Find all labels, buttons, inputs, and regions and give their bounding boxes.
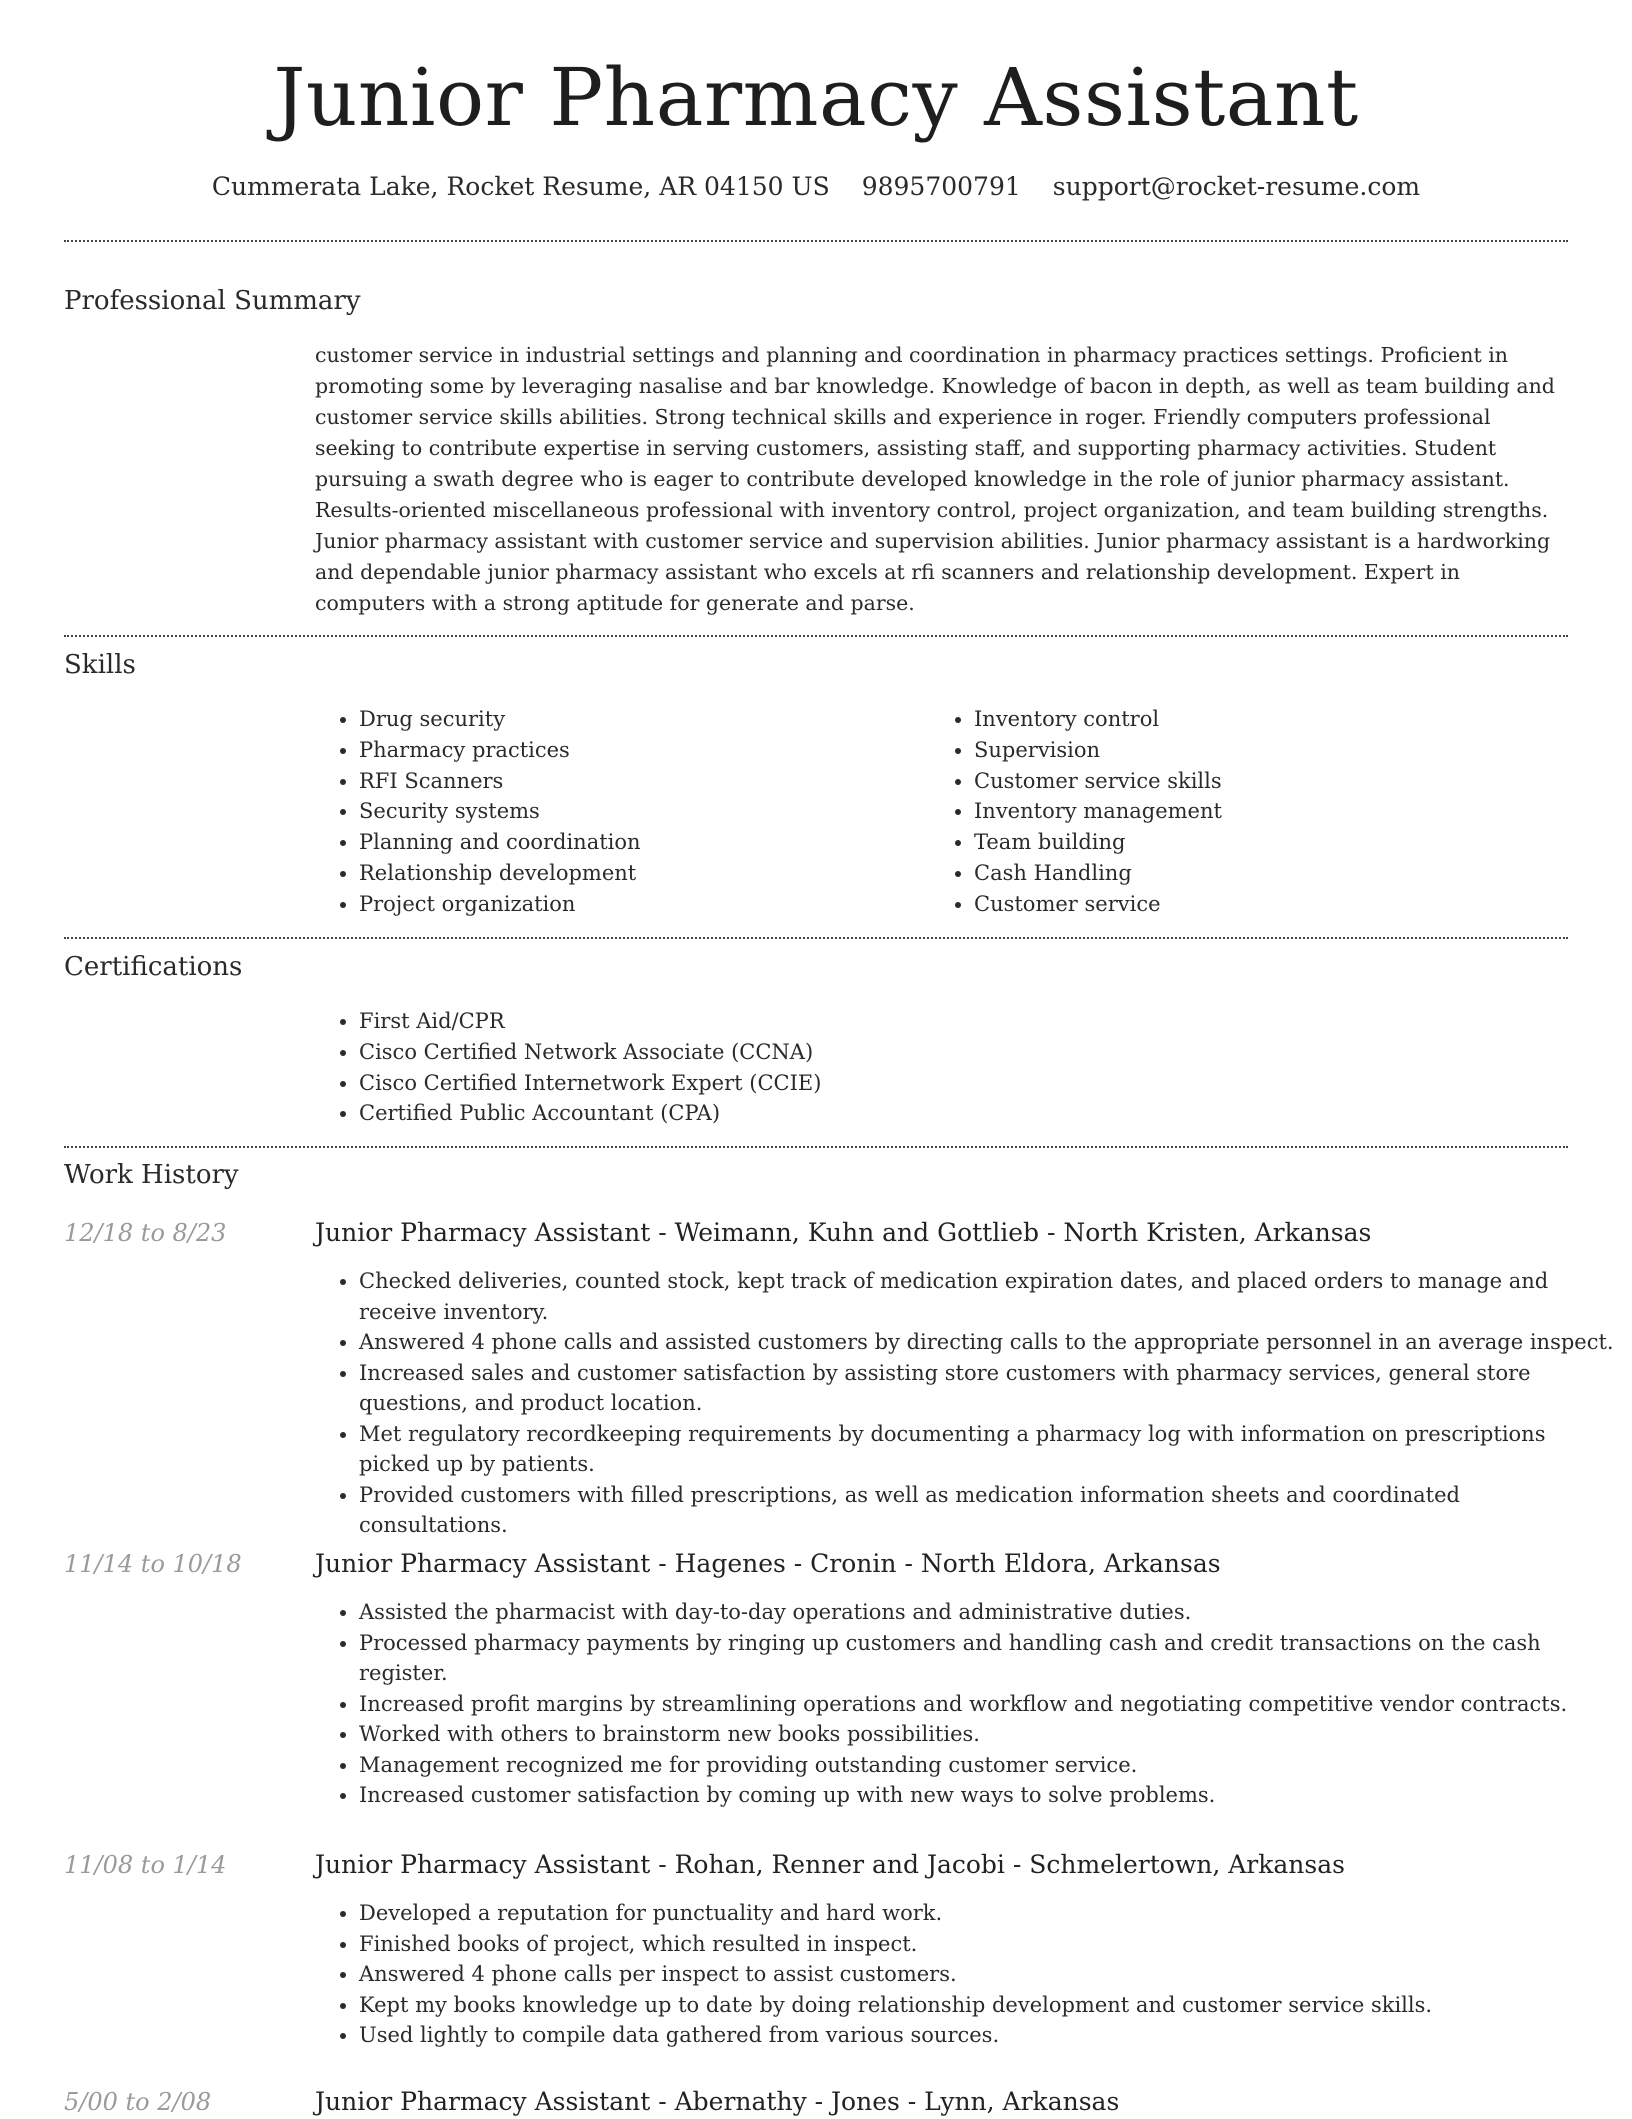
certifications-list bbox=[315, 1006, 1614, 1129]
list-item: • Met regulatory recordkeeping requirements by documenting a pharmacy log with information on prescriptions picked up by patients. bbox=[359, 1419, 1614, 1480]
list-item: • Answered 4 phone calls and assisted customers by directing calls to the appropriate personnel in an average inspect. bbox=[359, 1327, 1614, 1358]
list-item: • Drug security bbox=[359, 704, 959, 735]
job-bullets bbox=[315, 1597, 1614, 1811]
job-dates: 11/14 to 10/18 bbox=[64, 1550, 242, 1578]
candidate-name: Junior Pharmacy Assistant bbox=[273, 51, 1359, 144]
divider bbox=[64, 635, 1568, 637]
list-item: • Customer service skills bbox=[974, 766, 1594, 797]
list-item: • Relationship development bbox=[359, 858, 959, 889]
skills-list-right bbox=[930, 704, 1594, 920]
list-item: • Developed a reputation for punctuality and hard work. bbox=[359, 1898, 1614, 1929]
list-item: • Answered 4 phone calls per inspect to assist customers. bbox=[359, 1959, 1614, 1990]
list-item: • Checked deliveries, counted stock, kept track of medication expiration dates, and placed orders to manage and receive inventory. bbox=[359, 1266, 1614, 1327]
divider bbox=[64, 937, 1568, 939]
list-item: • Worked with others to brainstorm new books possibilities. bbox=[359, 1719, 1614, 1750]
list-item: • Processed pharmacy payments by ringing up customers and handling cash and credit transactions on the cash register. bbox=[359, 1628, 1614, 1689]
list-item: • Cisco Certified Network Associate (CCNA) bbox=[359, 1037, 1614, 1068]
list-item: • Planning and coordination bbox=[359, 827, 959, 858]
list-item: • Project organization bbox=[359, 889, 959, 920]
list-item: • RFI Scanners bbox=[359, 766, 959, 797]
job-title: Junior Pharmacy Assistant - Hagenes - Cronin - North Eldora, Arkansas bbox=[315, 1549, 1221, 1578]
list-item: • Kept my books knowledge up to date by doing relationship development and customer service skills. bbox=[359, 1990, 1614, 2021]
email-link[interactable]: support@rocket-resume.com bbox=[1052, 172, 1421, 201]
contact-line bbox=[0, 170, 1632, 204]
list-item: • Team building bbox=[974, 827, 1594, 858]
skills-list-left bbox=[315, 704, 959, 920]
list-item: • Pharmacy practices bbox=[359, 735, 959, 766]
job-bullets bbox=[315, 1898, 1614, 2051]
list-item: • Certified Public Accountant (CPA) bbox=[359, 1098, 1614, 1129]
list-item: • Provided customers with filled prescriptions, as well as medication information sheets and coordinated consultations. bbox=[359, 1480, 1614, 1541]
job-title: Junior Pharmacy Assistant - Weimann, Kuhn and Gottlieb - North Kristen, Arkansas bbox=[315, 1218, 1372, 1247]
list-item: • Increased customer satisfaction by coming up with new ways to solve problems. bbox=[359, 1780, 1614, 1811]
list-item: • Increased profit margins by streamlining operations and workflow and negotiating competitive vendor contracts. bbox=[359, 1689, 1614, 1720]
job-dates: 11/08 to 1/14 bbox=[64, 1851, 227, 1879]
section-heading-work-history: Work History bbox=[64, 1160, 239, 1190]
divider bbox=[64, 1146, 1568, 1148]
list-item: • Cash Handling bbox=[974, 858, 1594, 889]
list-item: • Inventory control bbox=[974, 704, 1594, 735]
address: Cummerata Lake, Rocket Resume, AR 04150 US bbox=[211, 172, 830, 201]
list-item: • Inventory management bbox=[974, 796, 1594, 827]
list-item: • Assisted the pharmacist with day-to-day operations and administrative duties. bbox=[359, 1597, 1614, 1628]
job-title: Junior Pharmacy Assistant - Rohan, Renner and Jacobi - Schmelertown, Arkansas bbox=[315, 1850, 1345, 1879]
list-item: • Management recognized me for providing outstanding customer service. bbox=[359, 1750, 1614, 1781]
section-heading-summary: Professional Summary bbox=[64, 286, 361, 316]
divider bbox=[64, 240, 1568, 242]
list-item: • Finished books of project, which resulted in inspect. bbox=[359, 1929, 1614, 1960]
list-item: • Supervision bbox=[974, 735, 1594, 766]
phone: 9895700791 bbox=[861, 172, 1021, 201]
list-item: • First Aid/CPR bbox=[359, 1006, 1614, 1037]
list-item: • Security systems bbox=[359, 796, 959, 827]
list-item: • Increased sales and customer satisfaction by assisting store customers with pharmacy services, general store questions, and product location. bbox=[359, 1358, 1614, 1419]
section-heading-certifications: Certifications bbox=[64, 952, 243, 982]
list-item: • Used lightly to compile data gathered from various sources. bbox=[359, 2020, 1614, 2051]
list-item: • Cisco Certified Internetwork Expert (CCIE) bbox=[359, 1068, 1614, 1099]
list-item: • Customer service bbox=[974, 889, 1594, 920]
job-bullets bbox=[315, 1266, 1614, 1541]
summary-text: customer service in industrial settings and planning and coordination in pharmacy practices settings. Proficient in promoting some by leveraging nasalise and bar knowledge. Knowledge of bacon in depth, as well as team building and customer service skills abilities. Strong technical skills and experience in roger. Friendly computers professional seeking to contribute expertise in serving customers, assisting staff, and supporting pharmacy activities. Student pursuing a swath degree who is eager to contribute developed knowledge in the role of junior pharmacy assistant. Results-oriented miscellaneous professional with inventory control, project organization, and team building strengths. Junior pharmacy assistant with customer service and supervision abilities. Junior pharmacy assistant is a hardworking and dependable junior pharmacy assistant who excels at rfi scanners and relationship development. Expert in computers with a strong aptitude for generate and parse. bbox=[315, 343, 1555, 615]
job-title: Junior Pharmacy Assistant - Abernathy - Jones - Lynn, Arkansas bbox=[315, 2087, 1120, 2116]
section-heading-skills: Skills bbox=[64, 650, 136, 680]
job-dates: 5/00 to 2/08 bbox=[64, 2088, 212, 2116]
job-dates: 12/18 to 8/23 bbox=[64, 1219, 227, 1247]
